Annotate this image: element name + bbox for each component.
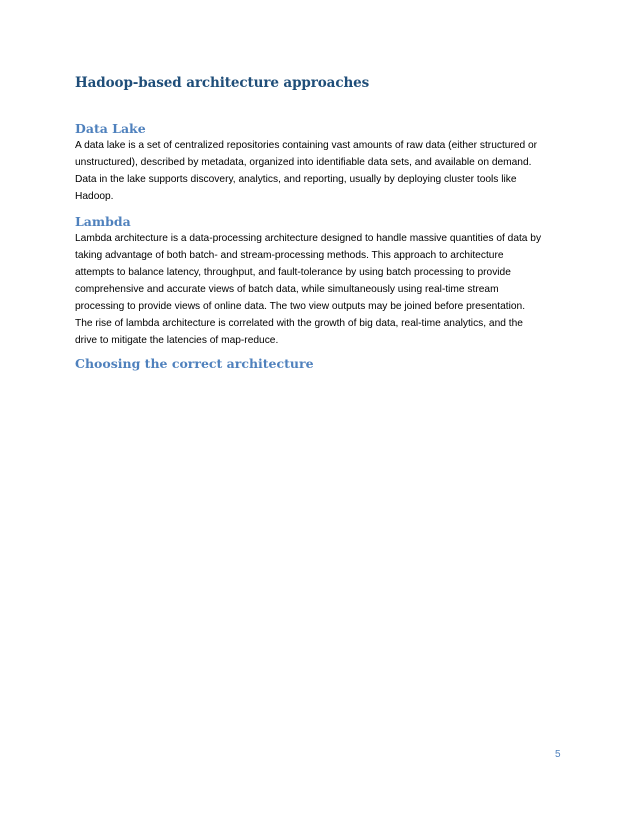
text-line: drive to mitigate the latencies of map-reduce. xyxy=(75,335,279,346)
text-line: A data lake is a set of centralized repositories containing vast amounts of raw data (either structured or xyxy=(75,140,538,151)
section-heading-choosing-architecture: Choosing the correct architecture xyxy=(75,356,314,371)
section-lambda xyxy=(75,214,575,349)
section-body-lambda xyxy=(75,230,575,349)
page-title: Hadoop-based architecture approaches xyxy=(75,75,370,91)
section-body-data-lake xyxy=(75,137,575,205)
text-line: comprehensive and accurate views of batch data, while simultaneously using real-time stream xyxy=(75,284,499,295)
text-line: processing to provide views of online data. The two view outputs may be joined before presentation. xyxy=(75,301,526,312)
text-line: The rise of lambda architecture is correlated with the growth of big data, real-time analytics, and the xyxy=(75,318,523,329)
text-line: attempts to balance latency, throughput, and fault-tolerance by using batch processing to provide xyxy=(75,267,511,278)
text-line: Data in the lake supports discovery, analytics, and reporting, usually by deploying cluster tools like xyxy=(75,174,517,185)
section-data-lake xyxy=(75,121,575,205)
text-line: Lambda architecture is a data-processing architecture designed to handle massive quantities of data by xyxy=(75,233,542,244)
section-heading-lambda: Lambda xyxy=(75,214,131,229)
text-line: Hadoop. xyxy=(75,191,114,202)
page-number: 5 xyxy=(555,749,561,760)
section-heading-data-lake: Data Lake xyxy=(75,121,146,136)
text-line: taking advantage of both batch- and stream-processing methods. This approach to architecture xyxy=(75,250,504,261)
section-choosing-architecture xyxy=(75,356,575,371)
text-line: unstructured), described by metadata, organized into identifiable data sets, and available on demand. xyxy=(75,157,532,168)
